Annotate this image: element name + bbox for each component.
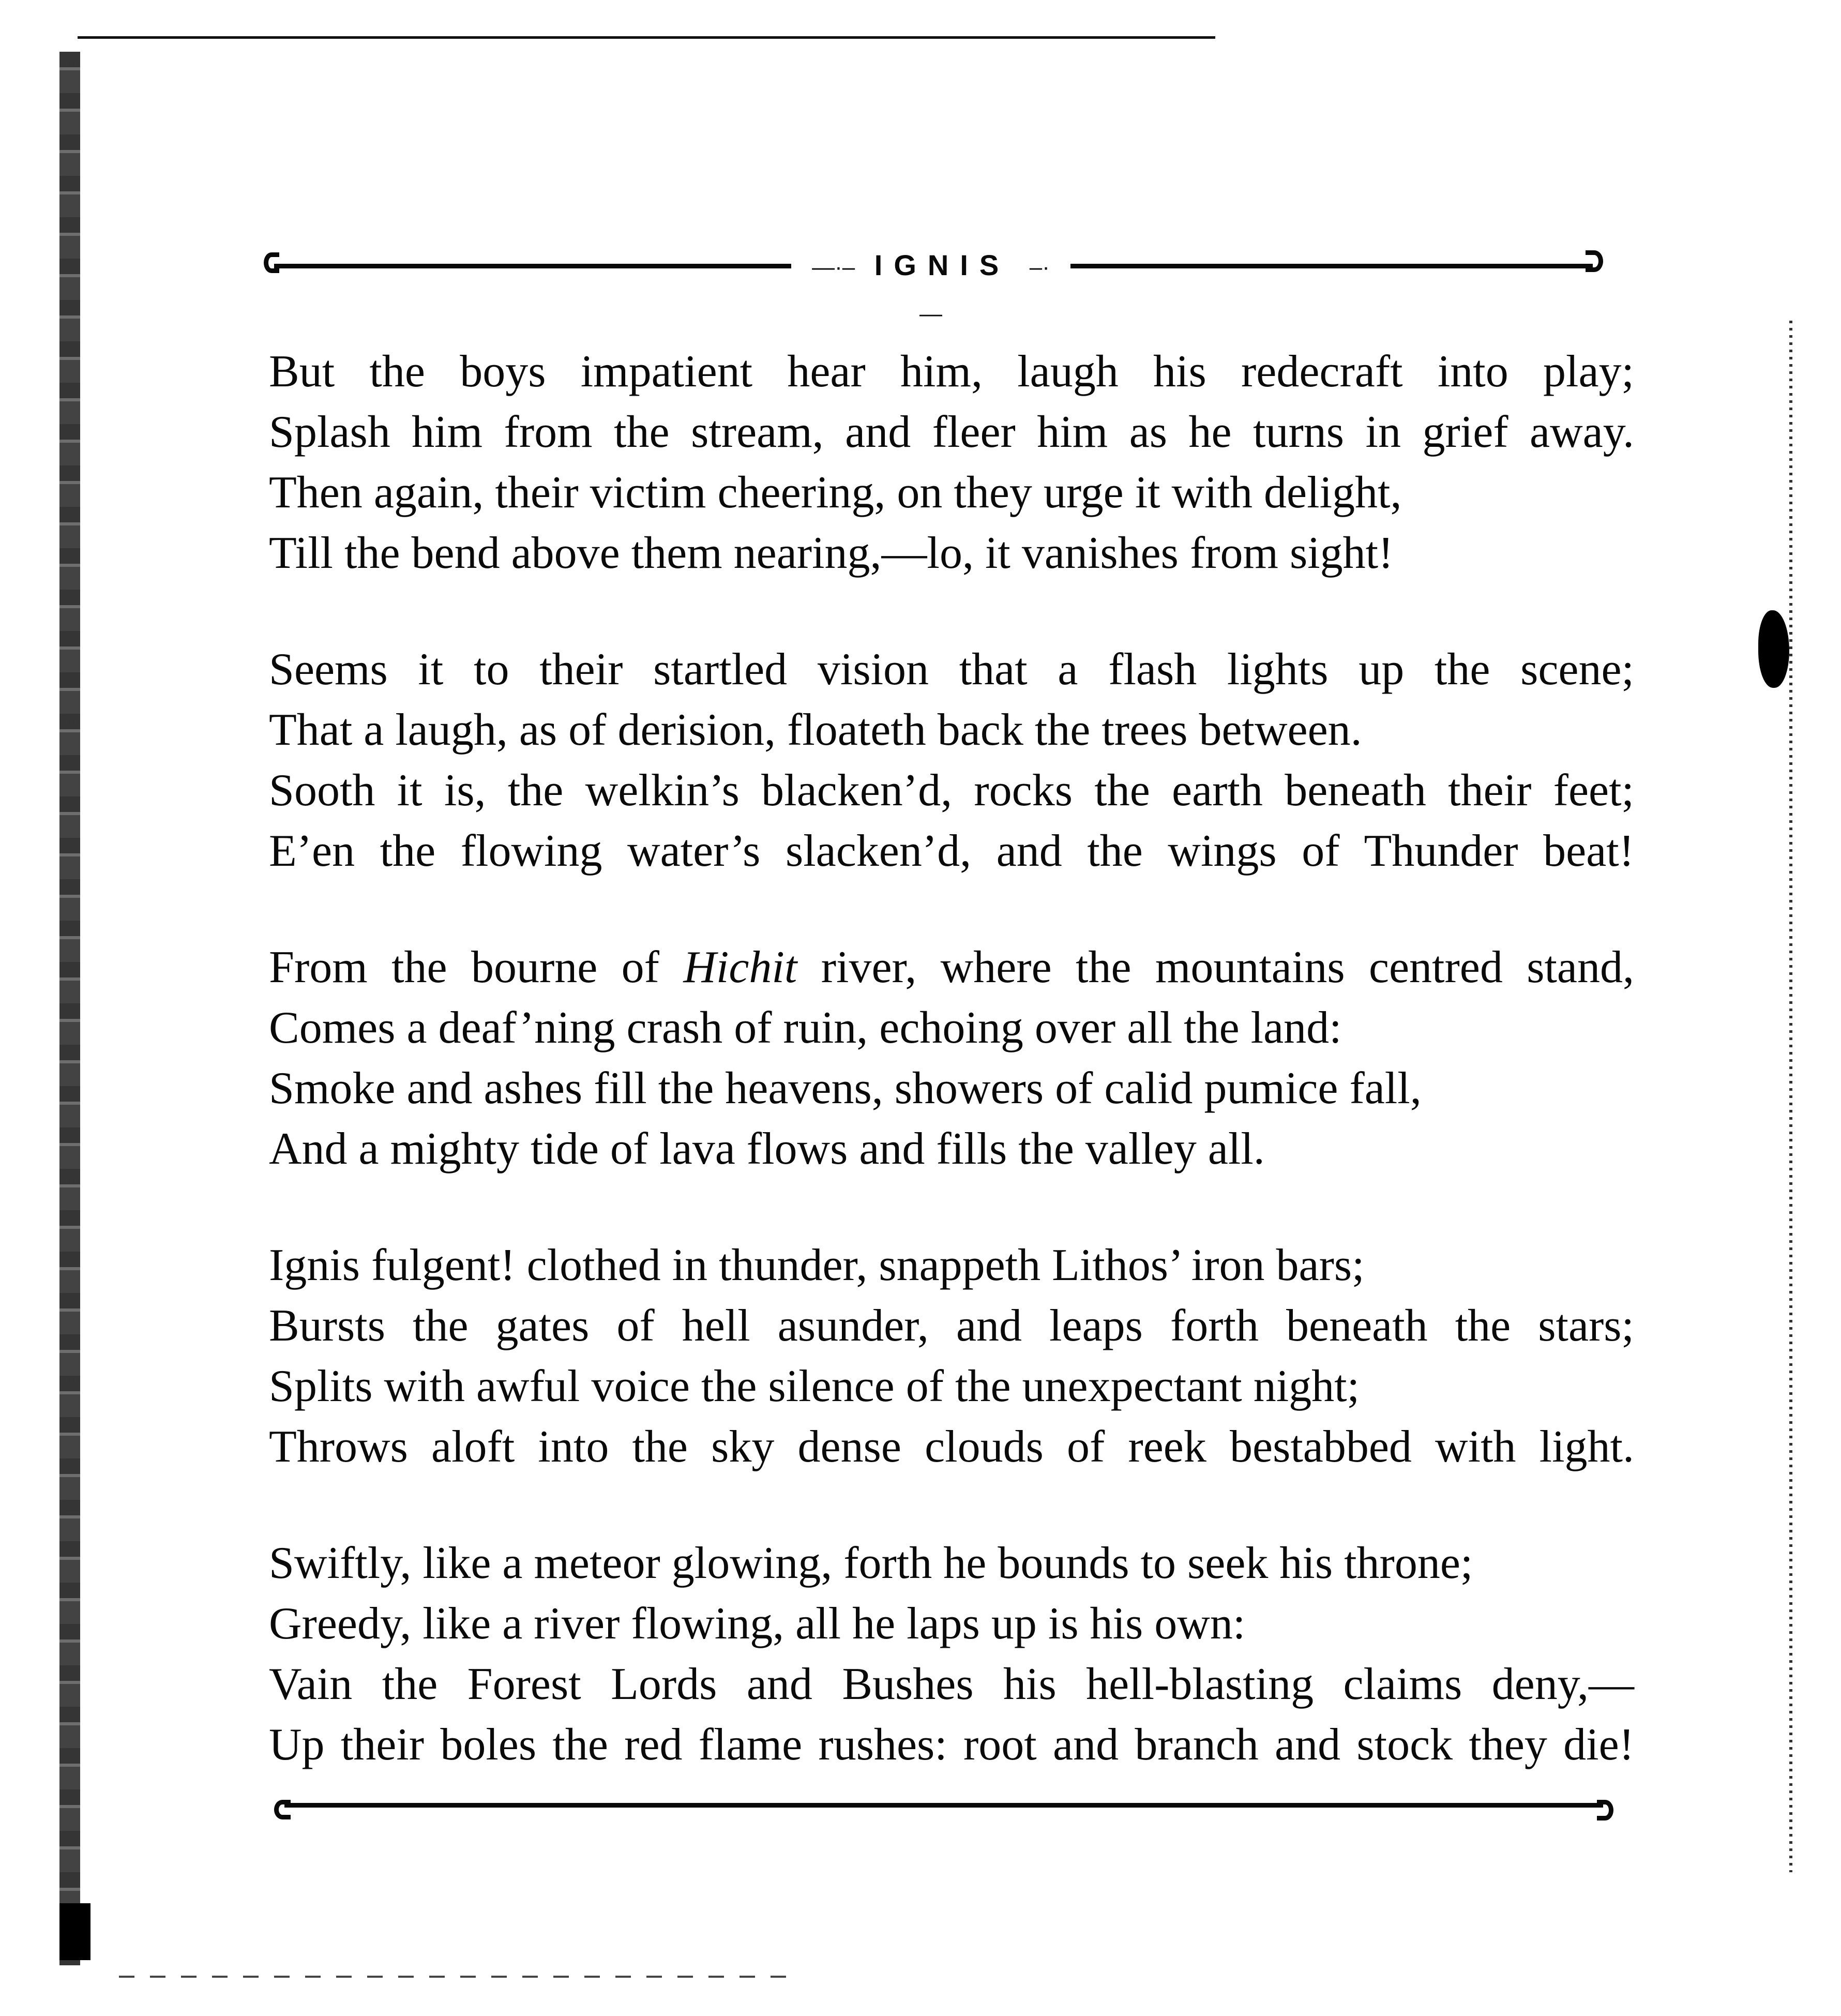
verse-line: Splits with awful voice the silence of the unexpectant night; (269, 1361, 1360, 1411)
verse-line: Greedy, like a river flowing, all he laps up is his own: (269, 1599, 1246, 1649)
verse-line: Splash him from the stream, and fleer him as he turns in grief away. (269, 407, 1634, 457)
verse-line: Swiftly, like a meteor glowing, forth he bounds to seek his throne; (269, 1538, 1473, 1588)
footer-rule-line (284, 1803, 1603, 1808)
running-title (802, 243, 1060, 336)
verse-line: Ignis fulgent! clothed in thunder, snappeth Lithos’ iron bars; (269, 1240, 1365, 1290)
verse-line: Up their boles the red flame rushes: root and branch and stock they die! (269, 1720, 1634, 1770)
scan-bottom-edge (119, 1976, 791, 1978)
page-footer-rule (274, 1789, 1613, 1826)
header-rule-right (1070, 264, 1593, 268)
verse-line: And a mighty tide of lava flows and fills the valley all. (269, 1124, 1265, 1174)
verse-line-text: From the bourne of (269, 942, 684, 992)
poem-body (269, 341, 1634, 1831)
verse-line: Throws aloft into the sky dense clouds of reek bestabbed with light. (269, 1422, 1634, 1472)
stanza (269, 639, 1634, 881)
scan-right-perforation (1789, 321, 1792, 1872)
stanza (269, 1235, 1634, 1477)
stanza (269, 937, 1634, 1179)
header-ornament-left-curl-icon (264, 252, 279, 273)
verse-line (269, 937, 1634, 998)
verse-line: Bursts the gates of hell asunder, and leaps forth beneath the stars; (269, 1301, 1634, 1351)
verse-line: Till the bend above them nearing,—lo, it vanishes from sight! (269, 528, 1394, 578)
verse-line: Seems it to their startled vision that a flash lights up the scene; (269, 644, 1634, 695)
header-rule-left (274, 264, 791, 268)
verse-line: Comes a deaf’ning crash of ruin, echoing over all the land: (269, 1003, 1342, 1053)
stanza (269, 1533, 1634, 1775)
verse-line: E’en the flowing water’s slacken’d, and the wings of Thunder beat! (269, 826, 1634, 876)
footer-ornament-right-curl-icon (1597, 1800, 1613, 1821)
place-name-italic: Hichit (683, 942, 797, 992)
scan-left-edge (59, 52, 80, 1965)
verse-line: Vain the Forest Lords and Bushes his hell-blasting claims deny,— (269, 1659, 1634, 1709)
page-header (264, 243, 1603, 327)
scan-ink-blot (1758, 610, 1789, 688)
header-ornament-right-curl-icon (1586, 250, 1603, 272)
verse-line: Sooth it is, the welkin’s blacken’d, rocks the earth beneath their feet; (269, 765, 1634, 816)
verse-line: Then again, their victim cheering, on they urge it with delight, (269, 468, 1402, 518)
scan-left-corner-blot (59, 1903, 90, 1960)
verse-line-text: river, where the mountains centred stand, (797, 942, 1634, 992)
stanza (269, 341, 1634, 583)
verse-line: That a laugh, as of derision, floateth back the trees between. (269, 705, 1362, 755)
verse-line: But the boys impatient hear him, laugh his redecraft into play; (269, 347, 1634, 397)
verse-line: Smoke and ashes fill the heavens, showers of calid pumice fall, (269, 1063, 1422, 1114)
title-dash-right: –·— (919, 254, 1050, 327)
title-dash-left: —·– (812, 254, 855, 280)
scan-top-edge (78, 36, 1215, 39)
running-title-text: IGNIS (874, 249, 1010, 281)
